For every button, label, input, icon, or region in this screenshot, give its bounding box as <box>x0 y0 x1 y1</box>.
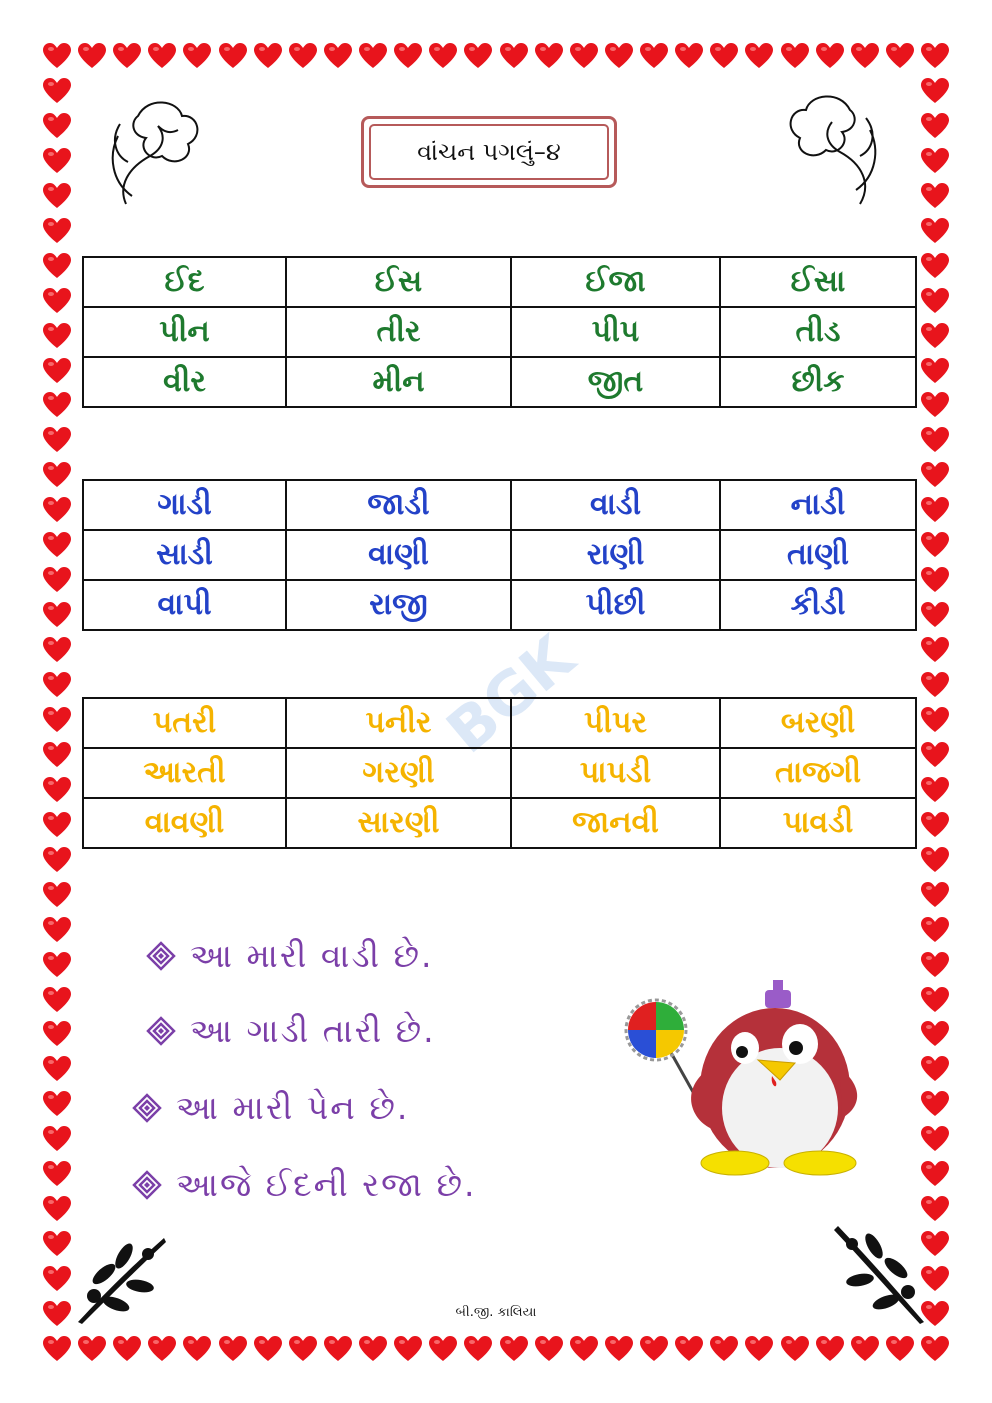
table-row <box>83 580 916 630</box>
heart-icon <box>921 532 949 558</box>
diamond-bullet-icon <box>132 1170 162 1200</box>
heart-icon <box>640 1336 668 1362</box>
diamond-bullet-icon <box>132 1093 162 1123</box>
table-cell: જીત <box>511 357 720 407</box>
heart-icon <box>148 1336 176 1362</box>
heart-icon <box>535 1336 563 1362</box>
table-row <box>83 307 916 357</box>
table-cell: પાપડી <box>511 748 720 798</box>
heart-icon <box>78 1336 106 1362</box>
heart-icon <box>535 43 563 69</box>
heart-icon <box>570 1336 598 1362</box>
heart-icon <box>43 78 71 104</box>
heart-icon <box>886 1336 914 1362</box>
table-cell: કીડી <box>720 580 916 630</box>
heart-icon <box>921 218 949 244</box>
table-cell: પીછી <box>511 580 720 630</box>
heart-icon <box>43 672 71 698</box>
heart-icon <box>921 183 949 209</box>
table-cell: ગાડી <box>83 480 286 530</box>
heart-icon <box>921 288 949 314</box>
heart-icon <box>781 43 809 69</box>
heart-icon <box>921 812 949 838</box>
table-cell: સારણી <box>286 798 511 848</box>
watermark: BGK <box>434 622 588 768</box>
heart-icon <box>289 1336 317 1362</box>
heart-icon <box>921 113 949 139</box>
penguin-illustration <box>620 978 870 1183</box>
table-cell: તીડ <box>720 307 916 357</box>
heart-icon <box>921 1196 949 1222</box>
table-row <box>83 748 916 798</box>
heart-icon <box>921 637 949 663</box>
table-cell: તીર <box>286 307 511 357</box>
heart-icon <box>921 987 949 1013</box>
sentence-text: આ મારી પેન છે. <box>176 1088 410 1127</box>
table-cell: જાનવી <box>511 798 720 848</box>
heart-icon <box>921 427 949 453</box>
author-credit: બી.જી. કાલિયા <box>455 1305 537 1320</box>
heart-icon <box>289 43 317 69</box>
heart-icon <box>921 1126 949 1152</box>
heart-icon <box>921 672 949 698</box>
title-box <box>361 116 617 188</box>
table-cell: પીપર <box>511 698 720 748</box>
heart-icon <box>43 602 71 628</box>
heart-icon <box>43 952 71 978</box>
heart-icon <box>324 43 352 69</box>
heart-icon <box>675 43 703 69</box>
heart-icon <box>921 1091 949 1117</box>
heart-icon <box>429 1336 457 1362</box>
heart-icon <box>43 427 71 453</box>
word-table-green <box>82 256 917 408</box>
heart-icon <box>43 742 71 768</box>
heart-icon <box>43 1161 71 1187</box>
heart-icon <box>851 43 879 69</box>
heart-icon <box>43 777 71 803</box>
heart-icon <box>921 323 949 349</box>
heart-icon <box>359 43 387 69</box>
table-cell: ઈજા <box>511 257 720 307</box>
heart-icon <box>43 1196 71 1222</box>
diamond-bullet-icon <box>146 941 176 971</box>
heart-icon <box>921 1056 949 1082</box>
table-cell: વાપી <box>83 580 286 630</box>
heart-icon <box>43 358 71 384</box>
word-table-blue <box>82 479 917 631</box>
heart-icon <box>570 43 598 69</box>
heart-icon <box>219 43 247 69</box>
heart-icon <box>43 637 71 663</box>
table-cell: પનીર <box>286 698 511 748</box>
heart-icon <box>43 392 71 418</box>
heart-icon <box>43 288 71 314</box>
heart-icon <box>254 43 282 69</box>
heart-icon <box>394 43 422 69</box>
heart-icon <box>43 1056 71 1082</box>
table-row <box>83 530 916 580</box>
table-cell: જાડી <box>286 480 511 530</box>
heart-icon <box>921 882 949 908</box>
heart-icon <box>43 253 71 279</box>
table-cell: તાણી <box>720 530 916 580</box>
heart-icon <box>781 1336 809 1362</box>
heart-icon <box>710 1336 738 1362</box>
table-cell: સાડી <box>83 530 286 580</box>
heart-icon <box>43 707 71 733</box>
table-cell: પતરી <box>83 698 286 748</box>
heart-icon <box>43 218 71 244</box>
table-row <box>83 357 916 407</box>
heart-icon <box>921 358 949 384</box>
heart-icon <box>921 567 949 593</box>
heart-icon <box>921 1336 949 1362</box>
heart-icon <box>43 847 71 873</box>
sentence-text: આ મારી વાડી છે. <box>190 936 434 975</box>
heart-icon <box>43 1091 71 1117</box>
heart-icon <box>500 1336 528 1362</box>
word-table-yellow <box>82 697 917 849</box>
heart-icon <box>113 1336 141 1362</box>
table-cell: બરણી <box>720 698 916 748</box>
table-cell: ઈસા <box>720 257 916 307</box>
table-cell: વાવણી <box>83 798 286 848</box>
heart-icon <box>745 43 773 69</box>
table-cell: રાજી <box>286 580 511 630</box>
heart-icon <box>921 602 949 628</box>
table-cell: વીર <box>83 357 286 407</box>
sentence-text: આજે ઈદની રજા છે. <box>176 1165 477 1204</box>
heart-icon <box>921 462 949 488</box>
heart-icon <box>921 707 949 733</box>
table-cell: રાણી <box>511 530 720 580</box>
heart-icon <box>816 43 844 69</box>
heart-icon <box>921 1021 949 1047</box>
heart-icon <box>43 43 71 69</box>
heart-icon <box>43 1126 71 1152</box>
heart-icon <box>43 497 71 523</box>
diamond-bullet-icon <box>146 1016 176 1046</box>
heart-icon <box>324 1336 352 1362</box>
heart-icon <box>886 43 914 69</box>
heart-icon <box>359 1336 387 1362</box>
table-cell: છીક <box>720 357 916 407</box>
table-cell: પાવડી <box>720 798 916 848</box>
table-cell: ઈદ <box>83 257 286 307</box>
heart-icon <box>394 1336 422 1362</box>
heart-icon <box>219 1336 247 1362</box>
heart-icon <box>921 148 949 174</box>
heart-icon <box>43 1336 71 1362</box>
table-cell: વાણી <box>286 530 511 580</box>
heart-icon <box>921 253 949 279</box>
heart-icon <box>921 392 949 418</box>
sentence-1 <box>146 936 434 976</box>
heart-icon <box>710 43 738 69</box>
heart-icon <box>605 43 633 69</box>
heart-icon <box>500 43 528 69</box>
heart-icon <box>921 497 949 523</box>
heart-icon <box>816 1336 844 1362</box>
table-cell: મીન <box>286 357 511 407</box>
heart-icon <box>921 917 949 943</box>
table-cell: તાજગી <box>720 748 916 798</box>
heart-icon <box>921 78 949 104</box>
heart-icon <box>640 43 668 69</box>
table-cell: ઈસ <box>286 257 511 307</box>
heart-icon <box>605 1336 633 1362</box>
sentence-2 <box>146 1011 436 1051</box>
heart-icon <box>43 183 71 209</box>
heart-icon <box>921 742 949 768</box>
heart-icon <box>43 812 71 838</box>
table-cell: વાડી <box>511 480 720 530</box>
heart-icon <box>254 1336 282 1362</box>
heart-icon <box>921 952 949 978</box>
heart-icon <box>43 987 71 1013</box>
heart-icon <box>921 1161 949 1187</box>
page-title: વાંચન પગલું–૪ <box>369 124 609 180</box>
heart-icon <box>429 43 457 69</box>
heart-icon <box>921 777 949 803</box>
heart-icon <box>183 1336 211 1362</box>
table-cell: ગરણી <box>286 748 511 798</box>
heart-icon <box>921 43 949 69</box>
sentence-3 <box>132 1088 409 1128</box>
heart-icon <box>148 43 176 69</box>
heart-icon <box>851 1336 879 1362</box>
heart-icon <box>745 1336 773 1362</box>
table-row <box>83 480 916 530</box>
table-row <box>83 798 916 848</box>
heart-icon <box>183 43 211 69</box>
heart-icon <box>43 148 71 174</box>
heart-icon <box>43 1231 71 1257</box>
heart-icon <box>78 43 106 69</box>
sentence-text: આ ગાડી તારી છે. <box>190 1011 436 1050</box>
heart-icon <box>113 43 141 69</box>
table-cell: નાડી <box>720 480 916 530</box>
heart-icon <box>43 1266 71 1292</box>
table-row <box>83 698 916 748</box>
heart-icon <box>43 323 71 349</box>
table-cell: પીપ <box>511 307 720 357</box>
heart-icon <box>43 1021 71 1047</box>
flower-icon <box>108 96 208 208</box>
heart-icon <box>675 1336 703 1362</box>
sentence-4 <box>132 1165 476 1205</box>
heart-icon <box>43 113 71 139</box>
heart-icon <box>464 43 492 69</box>
heart-icon <box>921 847 949 873</box>
heart-icon <box>43 532 71 558</box>
table-cell: આરતી <box>83 748 286 798</box>
heart-icon <box>43 917 71 943</box>
heart-icon <box>43 462 71 488</box>
table-row <box>83 257 916 307</box>
flower-icon <box>780 88 880 208</box>
heart-icon <box>43 882 71 908</box>
heart-icon <box>464 1336 492 1362</box>
heart-icon <box>43 567 71 593</box>
table-cell: પીન <box>83 307 286 357</box>
